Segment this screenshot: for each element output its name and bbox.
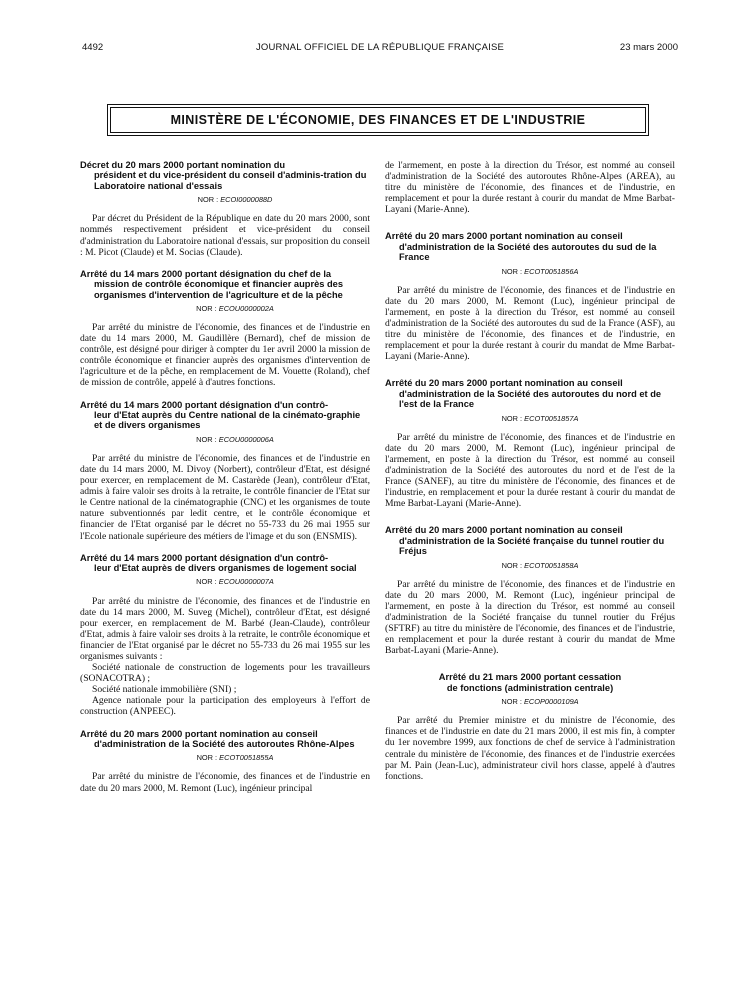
article-paragraph: de l'armement, en poste à la direction du Trésor, est nommé au conseil d'administration de la Société des autoroutes Rhône-Alpes (AREA), au titre du ministère de l'économie, des finances et de l'industrie, en remplacement et pour la durée restant à courir du mandat de Mme Barbat-Layani (Marie-Anne). bbox=[385, 160, 675, 216]
article-paragraph: Par arrêté du ministre de l'économie, des finances et de l'industrie en date du 20 mars 2000, M. Remont (Luc), ingénieur principal de l'armement, en poste à la direction du Trésor, est nommé au conseil d'administration de la Société des autoroutes du sud de la France (ASF), au titre du ministère de l'économie, des finances et de l'industrie, en remplacement et pour la durée restant à courir du mandat de Mme Barbat-Layani (Marie-Anne). bbox=[385, 284, 675, 363]
page-header bbox=[82, 42, 678, 56]
article bbox=[385, 672, 675, 781]
article-paragraph: Par décret du Président de la République en date du 20 mars 2000, sont nommés respectivement président et vice-président du conseil d'administration du Laboratoire national d'essais, sur proposition du conseil : M. Picot (Claude) et M. Socias (Claude). bbox=[80, 213, 370, 258]
right-column bbox=[385, 160, 675, 793]
article bbox=[80, 400, 370, 542]
article-title: Arrêté du 21 mars 2000 portant cessation de fonctions (administration centrale) bbox=[438, 672, 622, 693]
article-paragraph: Par arrêté du ministre de l'économie, des finances et de l'industrie en date du 14 mars 2000, M. Suveg (Michel), contrôleur d'Etat, est désigné pour exercer, en remplacement de M. Barbé (Jean-Claude), contrôleur d'Etat, admis à faire valoir ses droits à la retraite, le contrôle économique et financier de l'Etat organisé par le décret no 55-733 du 26 mai 1955 sur les organismes suivants : bbox=[80, 595, 370, 662]
ministry-title: MINISTÈRE DE L'ÉCONOMIE, DES FINANCES ET DE L'INDUSTRIE bbox=[110, 107, 646, 133]
article-title: Arrêté du 14 mars 2000 portant désignation du chef de la mission de contrôle économique et financier auprès des organismes d'intervention de l'agriculture et de la pêche bbox=[80, 268, 344, 300]
nor-reference: NOR : ECOI0000088D bbox=[197, 195, 273, 205]
left-column bbox=[80, 160, 370, 805]
nor-reference: NOR : ECOT0051856A bbox=[501, 266, 579, 276]
nor-reference: NOR : ECOT0051857A bbox=[501, 413, 579, 423]
nor-reference: NOR : ECOT0051855A bbox=[196, 753, 274, 763]
article-paragraph: Par arrêté du Premier ministre et du ministre de l'économie, des finances et de l'industrie en date du 21 mars 2000, il est mis fin, à compter du 1er novembre 1999, aux fonctions de chef de service à l'administration centrale du ministère de l'économie, des finances et de l'industrie exercées par M. Pain (Jean-Luc), administrateur civil hors classe, appelé à d'autres fonctions. bbox=[385, 715, 675, 782]
article-title: Arrêté du 14 mars 2000 portant désignation d'un contrô- leur d'Etat auprès du Centre national de la cinémato-graphie et de divers organismes bbox=[80, 399, 361, 431]
nor-reference: NOR : ECOU0000006A bbox=[196, 434, 274, 444]
nor-reference: NOR : ECOT0051858A bbox=[501, 560, 579, 570]
article-title: Arrêté du 20 mars 2000 portant nomination au conseil d'administration de la Société française du tunnel routier du Fréjus bbox=[385, 525, 665, 557]
article bbox=[80, 160, 370, 258]
article-title: Décret du 20 mars 2000 portant nomination du président et du vice-président du conseil d'adminis-tration du Laboratoire national d'essais bbox=[80, 160, 367, 191]
article-continuation bbox=[385, 160, 675, 215]
article-paragraph: Par arrêté du ministre de l'économie, des finances et de l'industrie en date du 20 mars 2000, M. Remont (Luc), ingénieur principal de l'armement, en poste à la direction du Trésor, est nommé au conseil d'administration de la Société des autoroutes du nord et de l'est de la France (SANEF), au titre du ministère de l'économie, des finances et de l'industrie, en remplacement et pour la durée restant à courir du mandat de Mme Barbat-Layani (Marie-Anne). bbox=[385, 431, 675, 510]
nor-reference: NOR : ECOP0000109A bbox=[501, 697, 579, 707]
article-paragraph: Par arrêté du ministre de l'économie, des finances et de l'industrie en date du 20 mars 2000, M. Remont (Luc), ingénieur principal bbox=[80, 771, 370, 794]
article bbox=[385, 231, 675, 362]
nor-reference: NOR : ECOU0000002A bbox=[196, 303, 274, 313]
article-paragraph: Société nationale immobilière (SNI) ; bbox=[92, 684, 237, 696]
article bbox=[385, 378, 675, 509]
article bbox=[80, 729, 370, 794]
page-number: 4492 bbox=[82, 42, 104, 53]
nor-reference: NOR : ECOU0000007A bbox=[196, 577, 274, 587]
article bbox=[385, 525, 675, 656]
article-paragraph: Par arrêté du ministre de l'économie, des finances et de l'industrie en date du 14 mars 2000, M. Divoy (Norbert), contrôleur d'Etat, est désigné pour exercer, en remplacement de M. Castarède (Jean), contrôleur d'Etat, admis à faire valoir ses droits à la retraite, le contrôle financier de l'Etat sur le Centre national de la cinématographie (CNC) et les organismes de toute nature subventionnés par ledit centre, et le contrôle économique et financier de l'Etat organisé par le décret no 55-733 du 26 mai 1955 sur l'Ecole nationale supérieure des métiers de l'image et du son (ENSMIS). bbox=[80, 452, 370, 542]
article-paragraph: Société nationale de construction de logements pour les travailleurs (SONACOTRA) ; bbox=[80, 662, 370, 685]
article-title: Arrêté du 20 mars 2000 portant nomination au conseil d'administration de la Société des autoroutes du nord et de l'est de la France bbox=[385, 378, 662, 410]
article-title: Arrêté du 20 mars 2000 portant nomination au conseil d'administration de la Société des autoroutes du sud de la France bbox=[385, 231, 657, 263]
article-title: Arrêté du 20 mars 2000 portant nomination au conseil d'administration de la Société des autoroutes Rhône-Alpes bbox=[80, 728, 355, 749]
publication-date: 23 mars 2000 bbox=[619, 42, 678, 53]
article-title: Arrêté du 14 mars 2000 portant désignation d'un contrô- leur d'Etat auprès de divers organismes de logement social bbox=[80, 552, 357, 574]
journal-title: JOURNAL OFFICIEL DE LA RÉPUBLIQUE FRANÇAISE bbox=[255, 42, 505, 53]
article-paragraph: Par arrêté du ministre de l'économie, des finances et de l'industrie en date du 14 mars 2000, M. Gaudillère (Bernard), chef de mission de contrôle, est désigné pour diriger à compter du 1er avril 2000 la mission de contrôle économique et financier auprès des organismes d'intervention de l'agriculture et de la pêche, en remplacement de M. Vouette (Roland), chef de mission de contrôle, appelé à d'autres fonctions. bbox=[80, 322, 370, 389]
article bbox=[80, 269, 370, 389]
article-paragraph: Agence nationale pour la participation des employeurs à l'effort de construction (ANPEEC). bbox=[80, 695, 370, 718]
article bbox=[80, 553, 370, 718]
article-paragraph: Par arrêté du ministre de l'économie, des finances et de l'industrie en date du 20 mars 2000, M. Remont (Luc), ingénieur principal de l'armement, en poste à la direction du Trésor, est nommé au conseil d'administration de la Société française du tunnel routier du Fréjus (SFTRF) au titre du ministère de l'économie, des finances et de l'industrie, en remplacement et pour la durée restant à courir du mandat de Mme Barbat-Layani (Marie-Anne). bbox=[385, 578, 675, 657]
